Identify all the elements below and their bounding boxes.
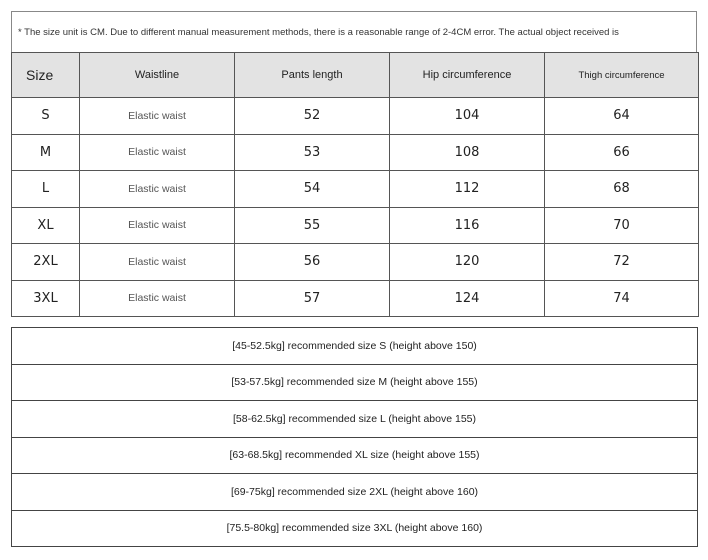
header-thigh-circumference: Thigh circumference <box>545 53 699 98</box>
hip-cell: 108 <box>390 134 545 171</box>
thigh-cell: 72 <box>545 244 699 281</box>
table-row <box>12 280 699 317</box>
table-row <box>12 171 699 208</box>
table-row <box>12 98 699 135</box>
hip-cell: 120 <box>390 244 545 281</box>
header-hip-circumference: Hip circumference <box>390 53 545 98</box>
hip-cell: 124 <box>390 280 545 317</box>
size-cell: XL <box>12 207 80 244</box>
recommendation-row-xl: [63-68.5kg] recommended XL size (height above 155) <box>11 437 698 475</box>
size-chart-table <box>11 52 699 317</box>
pants-length-cell: 55 <box>235 207 390 244</box>
thigh-cell: 64 <box>545 98 699 135</box>
waistline-cell: Elastic waist <box>80 98 235 135</box>
size-cell: L <box>12 171 80 208</box>
table-header-row <box>12 53 699 98</box>
pants-length-cell: 57 <box>235 280 390 317</box>
recommendation-row-3xl: [75.5-80kg] recommended size 3XL (height above 160) <box>11 510 698 548</box>
table-row <box>12 134 699 171</box>
header-pants-length: Pants length <box>235 53 390 98</box>
thigh-cell: 74 <box>545 280 699 317</box>
pants-length-cell: 53 <box>235 134 390 171</box>
thigh-cell: 70 <box>545 207 699 244</box>
size-recommendation-list <box>11 327 698 547</box>
recommendation-row-m: [53-57.5kg] recommended size M (height above 155) <box>11 364 698 402</box>
waistline-cell: Elastic waist <box>80 207 235 244</box>
pants-length-cell: 52 <box>235 98 390 135</box>
table-row <box>12 244 699 281</box>
waistline-cell: Elastic waist <box>80 134 235 171</box>
size-cell: 3XL <box>12 280 80 317</box>
header-size: Size <box>12 53 80 98</box>
thigh-cell: 66 <box>545 134 699 171</box>
pants-length-cell: 54 <box>235 171 390 208</box>
size-cell: 2XL <box>12 244 80 281</box>
pants-length-cell: 56 <box>235 244 390 281</box>
hip-cell: 116 <box>390 207 545 244</box>
hip-cell: 104 <box>390 98 545 135</box>
waistline-cell: Elastic waist <box>80 171 235 208</box>
recommendation-row-2xl: [69-75kg] recommended size 2XL (height above 160) <box>11 473 698 511</box>
hip-cell: 112 <box>390 171 545 208</box>
size-cell: M <box>12 134 80 171</box>
size-cell: S <box>12 98 80 135</box>
recommendation-row-s: [45-52.5kg] recommended size S (height above 150) <box>11 327 698 365</box>
waistline-cell: Elastic waist <box>80 244 235 281</box>
table-row <box>12 207 699 244</box>
size-note: * The size unit is CM. Due to different manual measurement methods, there is a reasonable range of 2-4CM error. The actual object received is <box>11 11 697 52</box>
thigh-cell: 68 <box>545 171 699 208</box>
header-waistline: Waistline <box>80 53 235 98</box>
recommendation-row-l: [58-62.5kg] recommended size L (height above 155) <box>11 400 698 438</box>
waistline-cell: Elastic waist <box>80 280 235 317</box>
